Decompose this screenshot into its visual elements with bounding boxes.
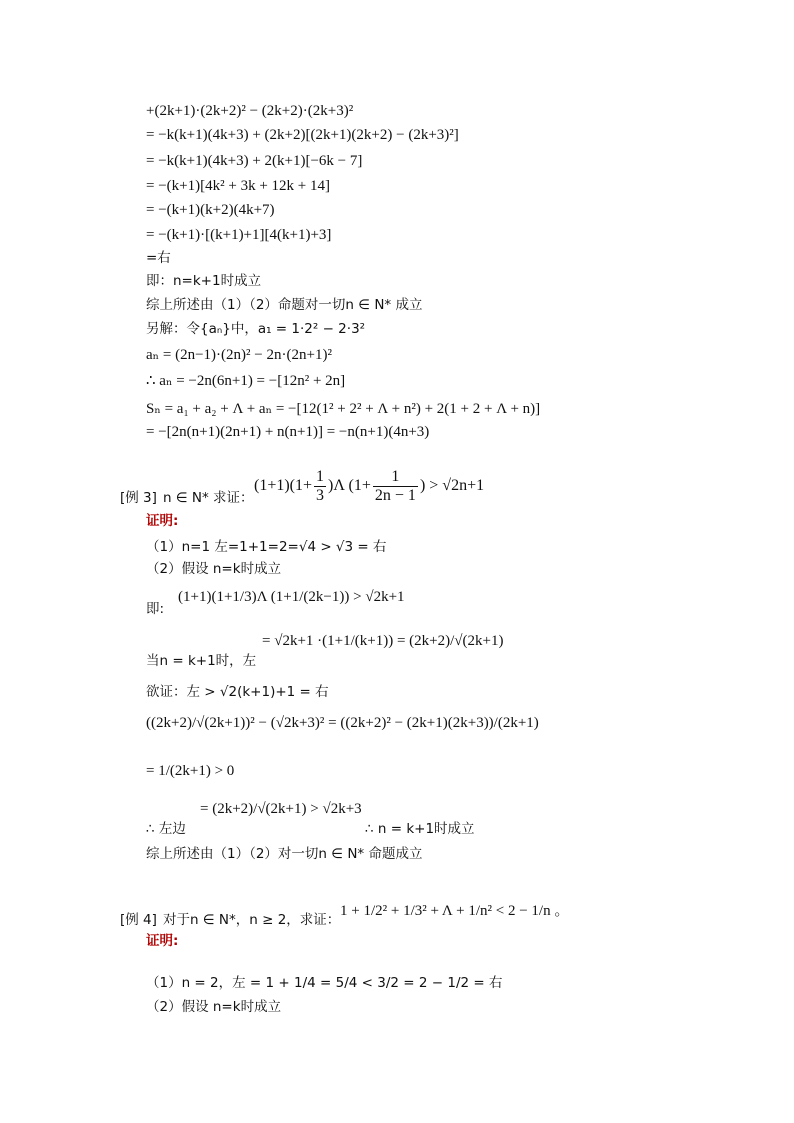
example3-step7: = 1/(2k+1) > 0 (146, 763, 235, 779)
example3-proof-label: 证明: (146, 513, 179, 529)
example3-step2: （2）假设 n=k时成立 (146, 561, 282, 577)
example3-step5: 欲证：左 > √2(k+1)+1 = 右 (146, 684, 329, 700)
claim-right-part: ) > √2n+1 (419, 477, 485, 494)
example3-claim (254, 466, 484, 506)
case-k-plus-1-holds: 即：n=k+1时成立 (146, 273, 262, 289)
derivation-line-1: +(2k+1)·(2k+2)² − (2k+2)·(2k+3)² (146, 103, 354, 119)
claim-mid-part: )Λ (1+ (328, 477, 371, 494)
example3-step8-mid: = (2k+2)/√(2k+1) > √2k+3 (200, 801, 362, 817)
example3-step6: ((2k+2)/√(2k+1))² − (√2k+3)² = ((2k+2)² − (2k+1)(2k+3))/(2k+1) (146, 715, 539, 731)
example3-step8-right: ∴ n = k+1时成立 (365, 821, 475, 837)
derivation-line-2: = −k(k+1)(4k+3) + (2k+2)[(2k+1)(2k+2) − (2k+3)²] (146, 127, 459, 143)
example4-proof-label: 证明: (146, 933, 179, 949)
an-formula-line: aₙ = (2n−1)·(2n)² − 2n·(2n+1)² (146, 347, 332, 363)
example3-step3: (1+1)(1+1/3)Λ (1+1/(2k−1)) > √2k+1 (178, 589, 405, 605)
example3-tag: [例 3] (120, 490, 157, 506)
example3-step4-prefix: 当n = k+1时，左 (146, 653, 257, 669)
example4-claim: 1 + 1/2² + 1/3² + Λ + 1/n² < 2 − 1/n 。 (340, 903, 570, 919)
example3-condition: n ∈ N* 求证： (163, 490, 254, 506)
example4-step2: （2）假设 n=k时成立 (146, 999, 282, 1015)
example3-conclusion: 综上所述由（1）（2）对一切n ∈ N* 命题成立 (146, 846, 423, 862)
conclusion-line: 综上所述由（1）（2）命题对一切n ∈ N* 成立 (146, 297, 423, 313)
example3-step8-left: ∴ 左边 (146, 821, 186, 837)
sn-result-line: = −[2n(n+1)(2n+1) + n(n+1)] = −n(n+1)(4n+3) (146, 424, 430, 440)
sn-sum-line: Sₙ = a₁ + a₂ + Λ + aₙ = −[12(1² + 2² + Λ + n²) + 2(1 + 2 + Λ + n)] (146, 401, 541, 417)
example4-step1: （1）n = 2，左 = 1 + 1/4 = 5/4 < 3/2 = 2 − 1/2 = 右 (146, 975, 503, 991)
derivation-line-4: = −(k+1)[4k² + 3k + 12k + 14] (146, 178, 330, 194)
derivation-line-5: = −(k+1)(k+2)(4k+7) (146, 202, 275, 218)
fraction-1-3: $\frac{1}{3}$ (316, 467, 325, 504)
example3-step1: （1）n=1 左=1+1=2=√4 > √3 = 右 (146, 539, 387, 555)
example3-step4: = √2k+1 ·(1+1/(k+1)) = (2k+2)/√(2k+1) (262, 633, 504, 649)
alt-solution-line: 另解：令{aₙ}中，a₁ = 1·2² − 2·3² (146, 321, 366, 337)
example3-step3-prefix: 即: (146, 601, 165, 617)
derivation-line-6: = −(k+1)·[(k+1)+1][4(k+1)+3] (146, 227, 332, 243)
example4-tag: [例 4] (120, 912, 157, 928)
derivation-line-3: = −k(k+1)(4k+3) + 2(k+1)[−6k − 7] (146, 153, 363, 169)
example4-condition: 对于n ∈ N*，n ≥ 2，求证： (163, 912, 341, 928)
equals-right-line: =右 (146, 250, 171, 266)
claim-left-part: (1+1)(1+ (254, 477, 313, 494)
an-simplified-line: ∴ aₙ = −2n(6n+1) = −[12n² + 2n] (146, 373, 346, 389)
fraction-1-2n-1: $\frac{1}{2n - 1}$ (374, 467, 416, 504)
